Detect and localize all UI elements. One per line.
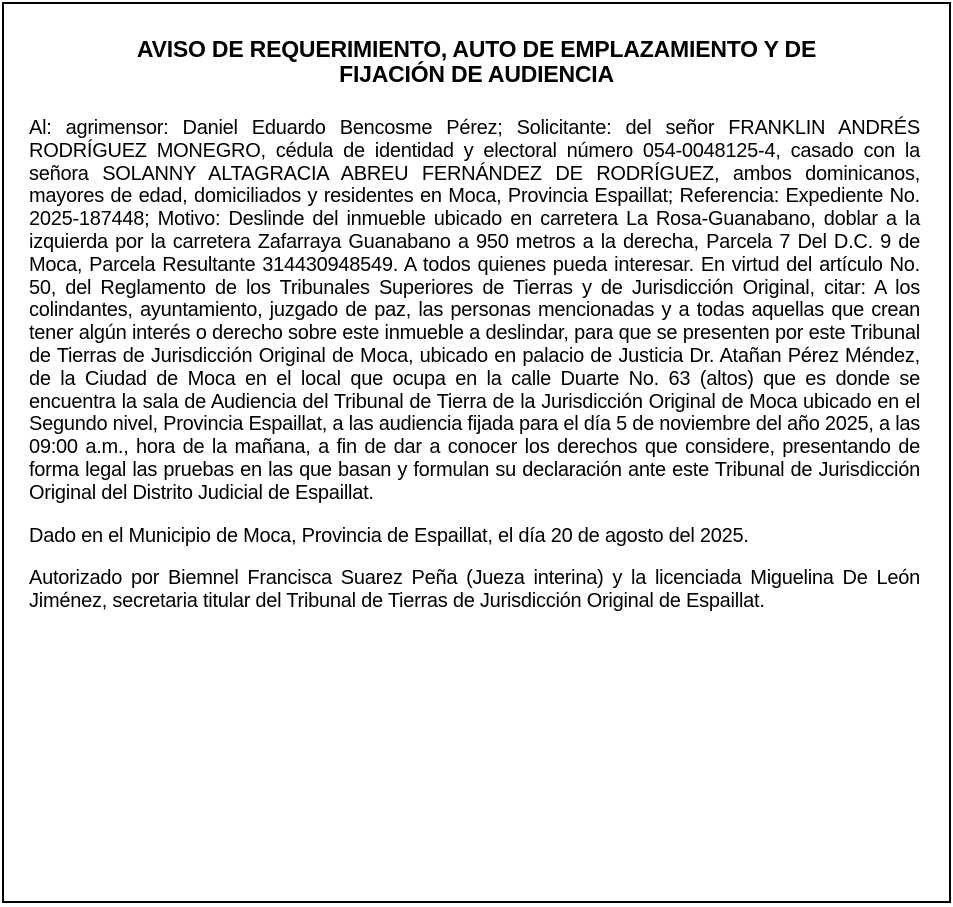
notice-content [4,87,949,613]
notice-dated-paragraph: Dado en el Municipio de Moca, Provincia de Espaillat, el día 20 de agosto del 2025. [29,524,749,547]
notice-title-line-1: AVISO DE REQUERIMIENTO, AUTO DE EMPLAZAMIENTO Y DE [136,36,817,62]
notice-title [4,4,949,87]
notice-title-line-2: FIJACIÓN DE AUDIENCIA [339,61,614,87]
notice-authorization-paragraph: Autorizado por Biemnel Francisca Suarez Peña (Jueza interina) y la licenciada Miguelina De León Jiménez, secretaria titular del Tribunal de Tierras de Jurisdicción Original de Espaillat. [29,567,920,613]
legal-notice [2,2,951,903]
notice-body-paragraph: Al: agrimensor: Daniel Eduardo Bencosme Pérez; Solicitante: del señor FRANKLIN ANDRÉS RODRÍGUEZ MONEGRO, cédula de identidad y electoral número 054-0048125-4, casado con la señora SOLANNY ALTAGRACIA ABREU FERNÁNDEZ DE RODRÍGUEZ, ambos dominicanos, mayores de edad, domiciliados y residentes en Moca, Provincia Espaillat; Referencia: Expediente No. 2025-187448; Motivo: Deslinde del inmueble ubicado en carretera La Rosa-Guanabano, doblar a la izquierda por la carretera Zafarraya Guanabano a 950 metros a la derecha, Parcela 7 Del D.C. 9 de Moca, Parcela Resultante 314430948549. A todos quienes pueda interesar. En virtud del artículo No. 50, del Reglamento de los Tribunales Superiores de Tierras y de Jurisdicción Original, citar: A los colindantes, ayuntamiento, juzgado de paz, las personas mencionadas y a todas aquellas que crean tener algún interés o derecho sobre este inmueble a deslindar, para que se presenten por este Tribunal de Tierras de Jurisdicción Original de Moca, ubicado en palacio de Justicia Dr. Atañan Pérez Méndez, de la Ciudad de Moca en el local que ocupa en la calle Duarte No. 63 (altos) que es donde se encuentra la sala de Audiencia del Tribunal de Tierra de la Jurisdicción Original de Moca ubicado en el Segundo nivel, Provincia Espaillat, a las audiencia fijada para el día 5 de noviembre del año 2025, a las 09:00 a.m., hora de la mañana, a fin de dar a conocer los derechos que considere, presentando de forma legal las pruebas en las que basan y formulan su declaración ante este Tribunal de Jurisdicción Original del Distrito Judicial de Espaillat. [29,117,921,504]
